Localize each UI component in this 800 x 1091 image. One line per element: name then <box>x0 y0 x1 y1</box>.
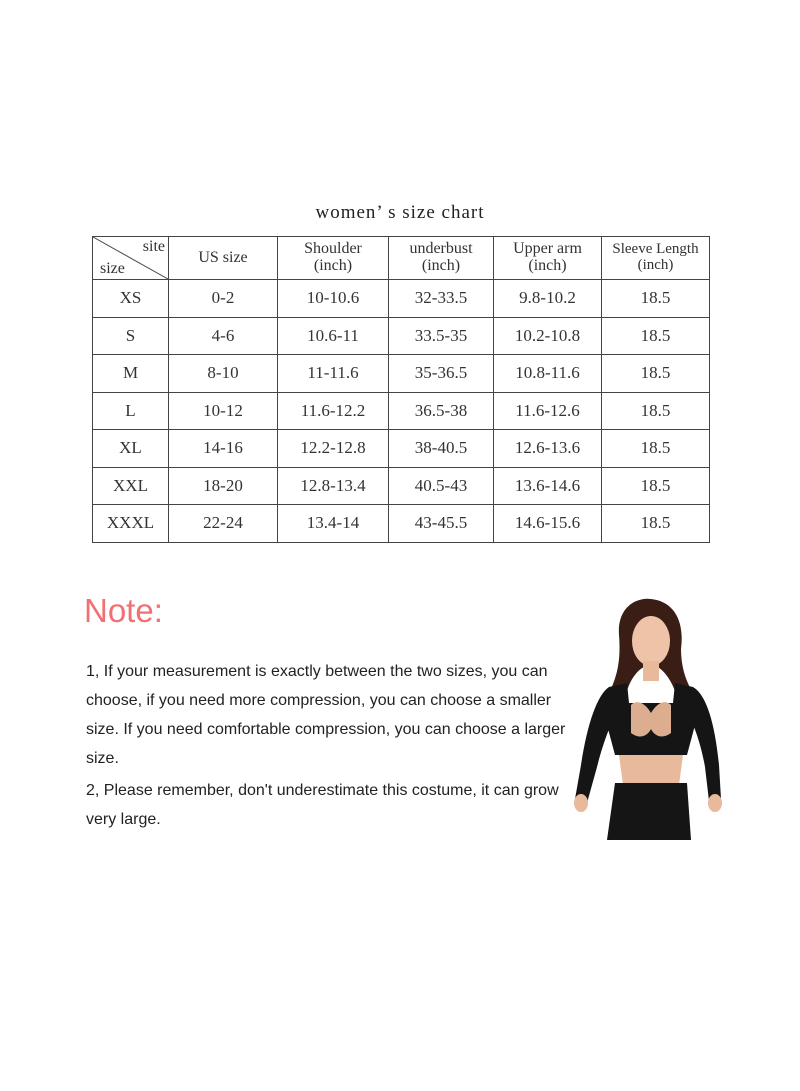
size-chart-title: women’ s size chart <box>315 202 485 223</box>
cell-shoulder: 12.2-12.8 <box>278 430 389 468</box>
cell-upper-arm: 9.8-10.2 <box>494 280 602 318</box>
cell-underbust: 36.5-38 <box>389 392 494 430</box>
table-row <box>93 392 710 430</box>
header-upper-arm: Upper arm (inch) <box>494 237 602 280</box>
cell-sleeve-length: 18.5 <box>602 280 710 318</box>
cell-shoulder: 10-10.6 <box>278 280 389 318</box>
table-header-row <box>93 237 710 280</box>
cell-sleeve-length: 18.5 <box>602 317 710 355</box>
cell-size: L <box>93 392 169 430</box>
cell-shoulder: 13.4-14 <box>278 505 389 543</box>
model-photo <box>567 595 727 840</box>
table-row <box>93 430 710 468</box>
cell-us-size: 8-10 <box>169 355 278 393</box>
cell-us-size: 4-6 <box>169 317 278 355</box>
pants-shape <box>607 783 691 840</box>
cell-size: XL <box>93 430 169 468</box>
cell-size: XXL <box>93 467 169 505</box>
cell-shoulder: 11.6-12.2 <box>278 392 389 430</box>
cell-sleeve-length: 18.5 <box>602 392 710 430</box>
midriff-shape <box>619 755 683 785</box>
cell-upper-arm: 11.6-12.6 <box>494 392 602 430</box>
cell-underbust: 32-33.5 <box>389 280 494 318</box>
cell-shoulder: 12.8-13.4 <box>278 467 389 505</box>
cell-size: S <box>93 317 169 355</box>
cell-upper-arm: 14.6-15.6 <box>494 505 602 543</box>
right-hand-shape <box>708 794 722 812</box>
cell-size: M <box>93 355 169 393</box>
table-row <box>93 280 710 318</box>
header-sleeve-length: Sleeve Length (inch) <box>602 237 710 280</box>
cell-sleeve-length: 18.5 <box>602 505 710 543</box>
cell-underbust: 38-40.5 <box>389 430 494 468</box>
cell-size: XXXL <box>93 505 169 543</box>
cell-size: XS <box>93 280 169 318</box>
header-underbust: underbust (inch) <box>389 237 494 280</box>
cell-us-size: 18-20 <box>169 467 278 505</box>
cell-upper-arm: 10.2-10.8 <box>494 317 602 355</box>
corner-label-site: site <box>142 238 165 255</box>
cell-underbust: 33.5-35 <box>389 317 494 355</box>
header-us-size: US size <box>169 237 278 280</box>
note-item-1: 1, If your measurement is exactly between the two sizes, you can choose, if you need more compression, you can choose a smaller size. If you need comfortable compression, you can choose a larger size. <box>86 663 566 767</box>
cell-underbust: 40.5-43 <box>389 467 494 505</box>
cell-upper-arm: 12.6-13.6 <box>494 430 602 468</box>
face-shape <box>632 616 670 666</box>
note-heading: Note: <box>84 592 163 629</box>
table-row <box>93 467 710 505</box>
cell-shoulder: 10.6-11 <box>278 317 389 355</box>
note-item-2: 2, Please remember, don't underestimate this costume, it can grow very large. <box>86 782 559 828</box>
neck-shape <box>643 661 659 681</box>
cell-underbust: 35-36.5 <box>389 355 494 393</box>
table-row <box>93 505 710 543</box>
cell-underbust: 43-45.5 <box>389 505 494 543</box>
cell-us-size: 22-24 <box>169 505 278 543</box>
cell-sleeve-length: 18.5 <box>602 467 710 505</box>
table-row <box>93 355 710 393</box>
cell-upper-arm: 13.6-14.6 <box>494 467 602 505</box>
cell-upper-arm: 10.8-11.6 <box>494 355 602 393</box>
cell-us-size: 10-12 <box>169 392 278 430</box>
table-row <box>93 317 710 355</box>
cell-sleeve-length: 18.5 <box>602 430 710 468</box>
cell-shoulder: 11-11.6 <box>278 355 389 393</box>
cell-us-size: 0-2 <box>169 280 278 318</box>
corner-header-cell <box>93 237 169 280</box>
corner-label-size: size <box>100 260 125 278</box>
cell-sleeve-length: 18.5 <box>602 355 710 393</box>
cell-us-size: 14-16 <box>169 430 278 468</box>
header-shoulder: Shoulder (inch) <box>278 237 389 280</box>
size-chart-table <box>92 236 710 543</box>
left-hand-shape <box>574 794 588 812</box>
